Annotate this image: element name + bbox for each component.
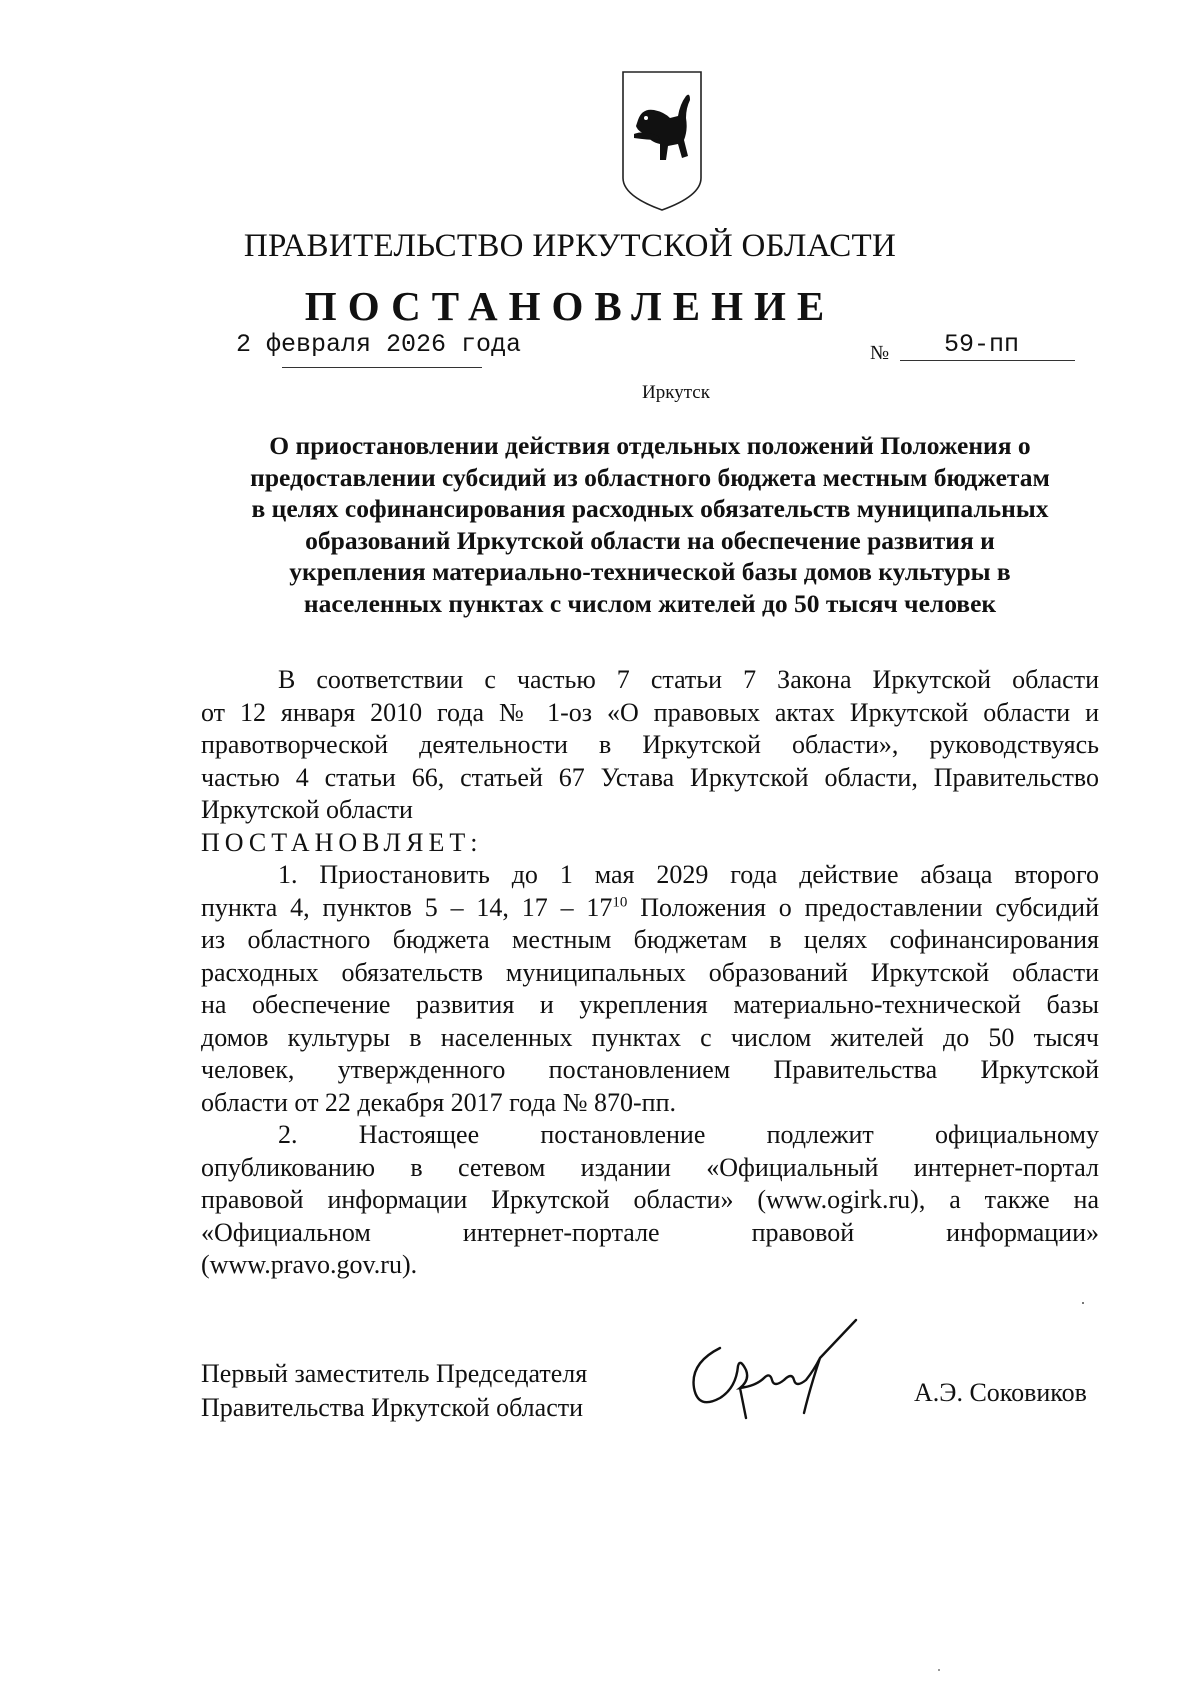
item1-line: домов культуры в населенных пунктах с числом жителей до 50 тысяч: [201, 1022, 1099, 1052]
signatory-name: А.Э. Соковиков: [914, 1378, 1087, 1407]
document-type: ПОСТАНОВЛЕНИЕ: [304, 283, 836, 329]
position-line: Правительства Иркутской области: [201, 1393, 584, 1422]
item2-line: опубликованию в сетевом издании «Официальный интернет-портал: [201, 1152, 1099, 1182]
item2-line: 2. Настоящее постановление подлежит официальному: [278, 1120, 1099, 1149]
government-name: ПРАВИТЕЛЬСТВО ИРКУТСКОЙ ОБЛАСТИ: [243, 228, 897, 264]
document-title: [200, 430, 1100, 619]
scan-speck: [938, 1669, 940, 1671]
position-line: Первый заместитель Председателя: [201, 1359, 588, 1388]
item2-line: (www.pravo.gov.ru).: [201, 1250, 418, 1279]
document-date: 2 февраля 2026 года: [236, 330, 522, 359]
item1-line: 1. Приостановить до 1 мая 2029 года действие абзаца второго: [278, 860, 1099, 889]
document-body: [201, 664, 1099, 1282]
item1-line: из областного бюджета местным бюджетам в целях софинансирования: [201, 925, 1099, 954]
title-line: укрепления материально-технической базы домов культуры в: [289, 557, 1011, 586]
number-underline: [900, 360, 1075, 361]
date-underline: [282, 367, 482, 368]
preamble-line: Иркутской области: [201, 795, 413, 824]
item1-text: Положения о предоставлении субсидий: [627, 892, 1099, 922]
title-line: населенных пунктах с числом жителей до 50 тысяч человек: [303, 588, 997, 618]
title-line: образований Иркутской области на обеспечение развития и: [305, 525, 995, 555]
document-number: 59-пп: [944, 330, 1020, 359]
title-line: предоставлении субсидий из областного бюджета местным бюджетам: [250, 462, 1050, 492]
title-line: О приостановлении действия отдельных положений Положения о: [269, 431, 1031, 460]
preamble-line: частью 4 статьи 66, статьей 67 Устава Иркутской области, Правительство: [201, 762, 1099, 792]
decree-word: ПОСТАНОВЛЯЕТ:: [201, 827, 483, 857]
item2-line: «Официальном интернет-портале правовой информации»: [201, 1217, 1099, 1247]
number-sign: №: [870, 342, 890, 364]
item1-line: области от 22 декабря 2017 года № 870-пп.: [201, 1087, 676, 1117]
handwritten-signature-icon: [680, 1318, 870, 1428]
signatory-position: [201, 1357, 587, 1425]
item1-line: расходных обязательств муниципальных образований Иркутской области: [201, 957, 1099, 987]
coat-of-arms-icon: [620, 70, 704, 212]
preamble-line: от 12 января 2010 года № 1-оз «О правовых актах Иркутской области и: [201, 697, 1099, 727]
item2-line: правовой информации Иркутской области» (www.ogirk.ru), а также на: [201, 1185, 1099, 1214]
item1-line: на обеспечение развития и укрепления материально-технической базы: [201, 990, 1099, 1019]
preamble-line: правотворческой деятельности в Иркутской области», руководствуясь: [201, 730, 1099, 759]
item1-line: человек, утвержденного постановлением Правительства Иркутской: [201, 1055, 1099, 1084]
title-line: в целях софинансирования расходных обязательств муниципальных: [251, 494, 1049, 523]
preamble-line: В соответствии с частью 7 статьи 7 Закона Иркутской области: [278, 665, 1099, 694]
item1-line: [201, 892, 1099, 925]
document-city: Иркутск: [642, 382, 710, 403]
item1-superscript: 10: [612, 893, 628, 910]
scan-speck: [1082, 1302, 1084, 1304]
item1-text: пункта 4, пунктов 5 – 14, 17 – 17: [201, 892, 613, 922]
